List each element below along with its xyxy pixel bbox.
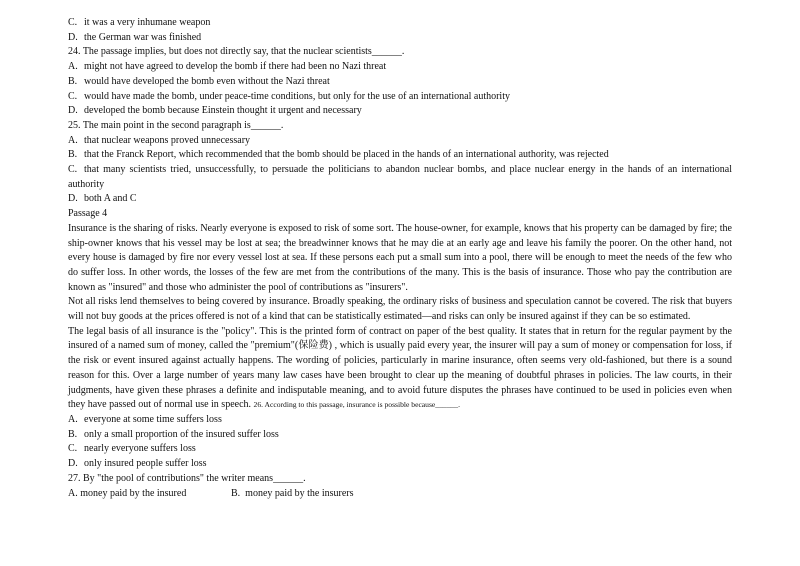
q27-options bbox=[68, 487, 732, 502]
q23-option-c: C. it was a very inhumane weapon bbox=[68, 17, 211, 28]
passage-paragraph-1: Insurance is the sharing of risks. Nearly everyone is exposed to risk of some sort. The house-owner, for example, knows that his property can be damaged by fire; the ship-owner knows that his vessel may be lost at sea; the breadwinner knows that he may die at an early age and leave his family the poorer. On the other hand, not every house is damaged by fire nor every vessel lost at sea. If these persons each put a small sum into a pool, there will be enough to meet the needs of the few who do suffer loss. In other words, the losses of the few are met from the contributions of the many. This is the basis of insurance. Those who pay the contribution are known as "insured" and those who administer the pool of contributions as "insurers". bbox=[68, 222, 732, 293]
q26-option-a: A. everyone at some time suffers loss bbox=[68, 413, 222, 425]
q25-option-d: D. both A and C bbox=[68, 193, 137, 205]
passage-paragraph-2: Not all risks lend themselves to being covered by insurance. Broadly speaking, the ordinary risks of business and speculation cannot be covered. The risk that buyers will not buy goods at the prices offered is not of a kind that can be statistically estimated—and risks can only be insured against if they can be so estimated. bbox=[68, 296, 732, 323]
q27-option-a: A. money paid by the insured bbox=[68, 487, 187, 499]
q24-option-a: A. might not have agreed to develop the bomb if there had been no Nazi threat bbox=[68, 61, 387, 73]
q24-stem: 24. The passage implies, but does not directly say, that the nuclear scientists______. bbox=[68, 46, 405, 58]
document-content bbox=[68, 16, 732, 501]
q27-option-b: B. money paid by the insurers bbox=[231, 487, 354, 499]
q24-option-b: B. would have developed the bomb even without the Nazi threat bbox=[68, 75, 330, 87]
q25-option-c: C. that many scientists tried, unsuccessfully, to persuade the politicians to abandon nuclear bombs, and place nuclear energy in the hands of an international authority bbox=[68, 164, 732, 190]
q25-stem: 25. The main point in the second paragraph is______. bbox=[68, 119, 284, 131]
passage-paragraph-3: The legal basis of all insurance is the "policy". This is the printed form of contract on paper of the best quality. It states that in return for the regular payment by the insured of a named sum of money, called the "premium"(保险费) , which is usually paid every year, the insurer will pay a sum of money or compensation for loss, if the risk or event insured against actually happens. The wording of policies, particularly in marine insurance, often seems very old-fashioned, but there is a sound reason for this. Over a large number of years many law cases have been brought to clear up the meaning of doubtful phrases in policies. The law courts, in their judgments, have given these phrases a definite and indisputable meaning, and to avoid future disputes the phrases have continued to be used in policies even when they have passed out of normal use in speech. 26. According to this passage, insurance is possible because______. bbox=[68, 325, 732, 411]
q23-option-d: D. the German war was finished bbox=[68, 31, 202, 43]
q24-option-c: C. would have made the bomb, under peace-time conditions, but only for the use of an international authority bbox=[68, 90, 510, 102]
q26-stem: 26. According to this passage, insurance is possible because______. bbox=[253, 400, 460, 410]
q26-option-b: B. only a small proportion of the insured suffer loss bbox=[68, 428, 279, 440]
q27-stem: 27. By "the pool of contributions" the writer means______. bbox=[68, 472, 306, 484]
q25-option-a: A. that nuclear weapons proved unnecessary bbox=[68, 134, 251, 146]
q24-option-d: D. developed the bomb because Einstein thought it urgent and necessary bbox=[68, 105, 362, 117]
q26-option-c: C. nearly everyone suffers loss bbox=[68, 443, 196, 455]
q26-option-d: D. only insured people suffer loss bbox=[68, 458, 207, 470]
passage-title: Passage 4 bbox=[68, 208, 108, 220]
q25-option-b: B. that the Franck Report, which recommended that the bomb should be placed in the hands of an international authority, was rejected bbox=[68, 149, 609, 161]
